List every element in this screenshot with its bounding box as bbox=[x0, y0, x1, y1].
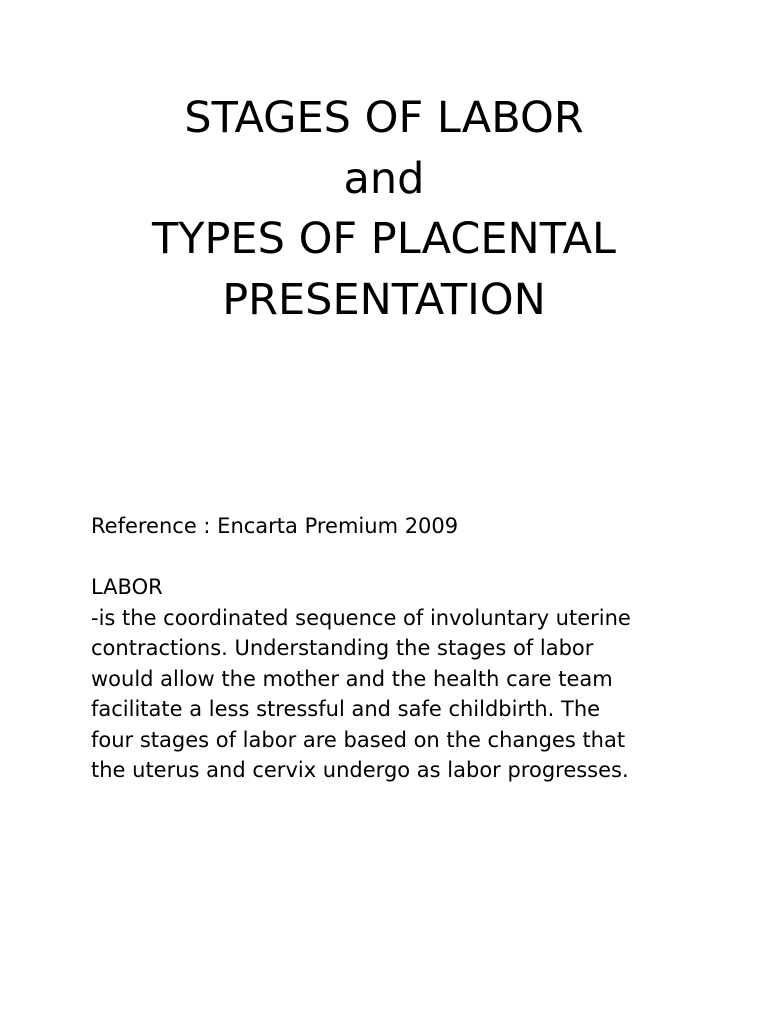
section-heading-labor: LABOR bbox=[91, 575, 163, 599]
paragraph-line-4: facilitate a less stressful and safe childbirth. The bbox=[91, 697, 601, 721]
paragraph-line-6: the uterus and cervix undergo as labor progresses. bbox=[91, 758, 629, 782]
title-line-1: STAGES OF LABOR bbox=[184, 93, 584, 143]
blank-spacer bbox=[91, 542, 731, 573]
paragraph-line-2: contractions. Understanding the stages of labor bbox=[91, 636, 594, 660]
reference-line: Reference : Encarta Premium 2009 bbox=[91, 514, 459, 538]
paragraph-line-1: -is the coordinated sequence of involuntary uterine bbox=[91, 605, 631, 630]
document-title bbox=[0, 88, 768, 330]
title-line-4: PRESENTATION bbox=[222, 274, 546, 325]
title-line-2: and bbox=[343, 153, 425, 204]
document-body bbox=[91, 511, 731, 786]
paragraph-line-5: four stages of labor are based on the changes that bbox=[91, 727, 626, 752]
paragraph-line-3: would allow the mother and the health care team bbox=[91, 666, 613, 691]
title-line-3: TYPES OF PLACENTAL bbox=[151, 214, 617, 264]
